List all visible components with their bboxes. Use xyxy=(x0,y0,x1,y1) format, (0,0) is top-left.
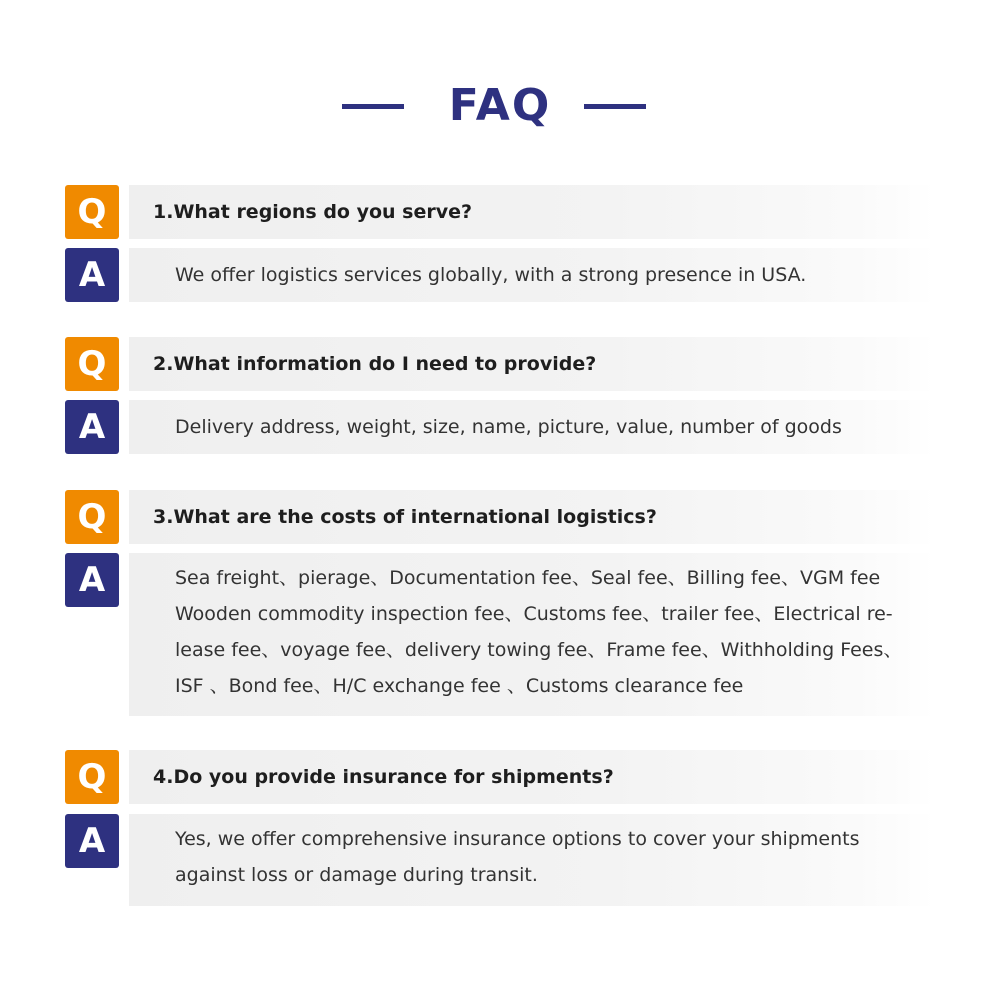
question-text: 3.What are the costs of international logistics? xyxy=(153,506,657,528)
answer-line: Delivery address, weight, size, name, picture, value, number of goods xyxy=(175,416,842,438)
question-badge: Q xyxy=(65,185,119,239)
answer-text xyxy=(175,821,927,893)
title-right-rule xyxy=(584,104,646,109)
answer-line: Wooden commodity inspection fee、Customs fee、trailer fee、Electrical re- xyxy=(175,603,893,625)
answer-badge: A xyxy=(65,400,119,454)
answer-line: Sea freight、pierage、Documentation fee、Seal fee、Billing fee、VGM fee xyxy=(175,567,881,589)
answer-line: We offer logistics services globally, with a strong presence in USA. xyxy=(175,264,807,286)
answer-bar xyxy=(129,400,935,454)
answer-line: lease fee、voyage fee、delivery towing fee、Frame fee、Withholding Fees、 xyxy=(175,639,903,661)
page-title: FAQ xyxy=(448,80,552,131)
question-text: 2.What information do I need to provide? xyxy=(153,353,597,375)
answer-bar xyxy=(129,248,935,302)
answer-badge: A xyxy=(65,553,119,607)
question-bar xyxy=(129,337,935,391)
question-badge: Q xyxy=(65,750,119,804)
answer-badge: A xyxy=(65,248,119,302)
answer-line: against loss or damage during transit. xyxy=(175,864,538,886)
answer-line: Yes, we offer comprehensive insurance options to cover your shipments xyxy=(175,828,860,850)
question-text: 4.Do you provide insurance for shipments? xyxy=(153,766,614,788)
answer-line: ISF 、Bond fee、H/C exchange fee 、Customs clearance fee xyxy=(175,675,744,697)
question-badge: Q xyxy=(65,490,119,544)
question-bar xyxy=(129,750,935,804)
answer-bar xyxy=(129,553,935,716)
answer-text xyxy=(175,560,927,704)
answer-bar xyxy=(129,814,935,906)
question-bar xyxy=(129,185,935,239)
question-badge: Q xyxy=(65,337,119,391)
faq-header xyxy=(0,78,1000,134)
question-text: 1.What regions do you serve? xyxy=(153,201,473,223)
title-left-rule xyxy=(342,104,404,109)
answer-text xyxy=(175,409,927,445)
question-bar xyxy=(129,490,935,544)
answer-badge: A xyxy=(65,814,119,868)
answer-text xyxy=(175,257,927,293)
